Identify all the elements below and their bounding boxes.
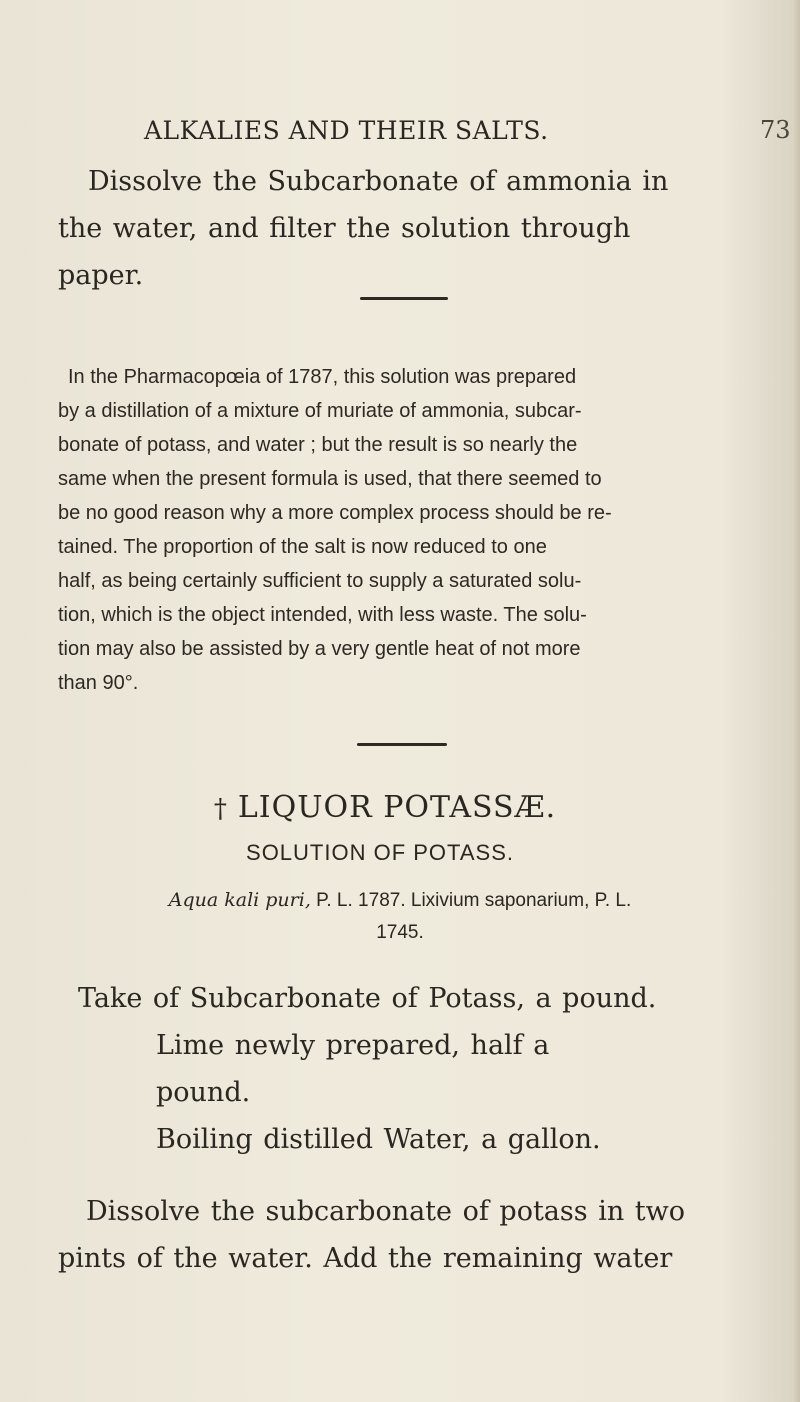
recipe-line: Boiling distilled Water, a gallon.	[156, 1124, 601, 1155]
editorial-note	[58, 360, 748, 700]
text-line: paper.	[58, 260, 144, 291]
note-line: than 90°.	[58, 672, 139, 694]
note-line: be no good reason why a more complex process should be re-	[58, 502, 612, 524]
note-line: tained. The proportion of the salt is now reduced to one	[58, 536, 547, 558]
note-line: tion, which is the object intended, with less waste. The solu-	[58, 604, 587, 626]
section-subtitle: SOLUTION OF POTASS.	[246, 840, 514, 865]
page-number: 73	[760, 116, 791, 144]
text-line: Dissolve the Subcarbonate of ammonia in	[88, 166, 669, 197]
note-line: same when the present formula is used, that there seemed to	[58, 468, 602, 490]
synonyms	[0, 884, 800, 949]
running-head	[0, 112, 800, 152]
instruction-line: pints of the water. Add the remaining water	[58, 1243, 673, 1274]
section-divider	[360, 297, 448, 300]
instructions	[58, 1188, 778, 1282]
recipe-line: Lime newly prepared, half a	[156, 1030, 550, 1061]
note-line: half, as being certainly sufficient to supply a saturated solu-	[58, 570, 582, 592]
section-heading	[0, 790, 800, 825]
section-title-wrap	[214, 790, 556, 825]
synonym-year: 1745.	[376, 922, 424, 943]
instruction-line: Dissolve the subcarbonate of potass in two	[86, 1196, 686, 1227]
note-line: bonate of potass, and water ; but the result is so nearly the	[58, 434, 578, 456]
note-line: by a distillation of a mixture of muriate of ammonia, subcar-	[58, 400, 582, 422]
recipe-line: pound.	[156, 1077, 251, 1108]
note-line: In the Pharmacopœia of 1787, this solution was prepared	[68, 366, 577, 388]
running-head-title: ALKALIES AND THEIR SALTS.	[144, 116, 549, 145]
page-edge	[792, 0, 800, 1402]
recipe-line: Take of Subcarbonate of Potass, a pound.	[78, 983, 657, 1014]
recipe	[58, 975, 778, 1163]
section-title: LIQUOR POTASSÆ.	[237, 790, 557, 825]
section-divider	[357, 743, 447, 746]
note-line: tion may also be assisted by a very gentle heat of not more	[58, 638, 581, 660]
text-line: the water, and filter the solution through	[58, 213, 631, 244]
paragraph-dissolve-ammonia	[58, 158, 758, 299]
synonym-italic: Aqua kali puri,	[168, 889, 311, 911]
synonym-text: P. L. 1787. Lixivium saponarium, P. L.	[310, 890, 632, 911]
dagger-icon: †	[213, 794, 228, 824]
